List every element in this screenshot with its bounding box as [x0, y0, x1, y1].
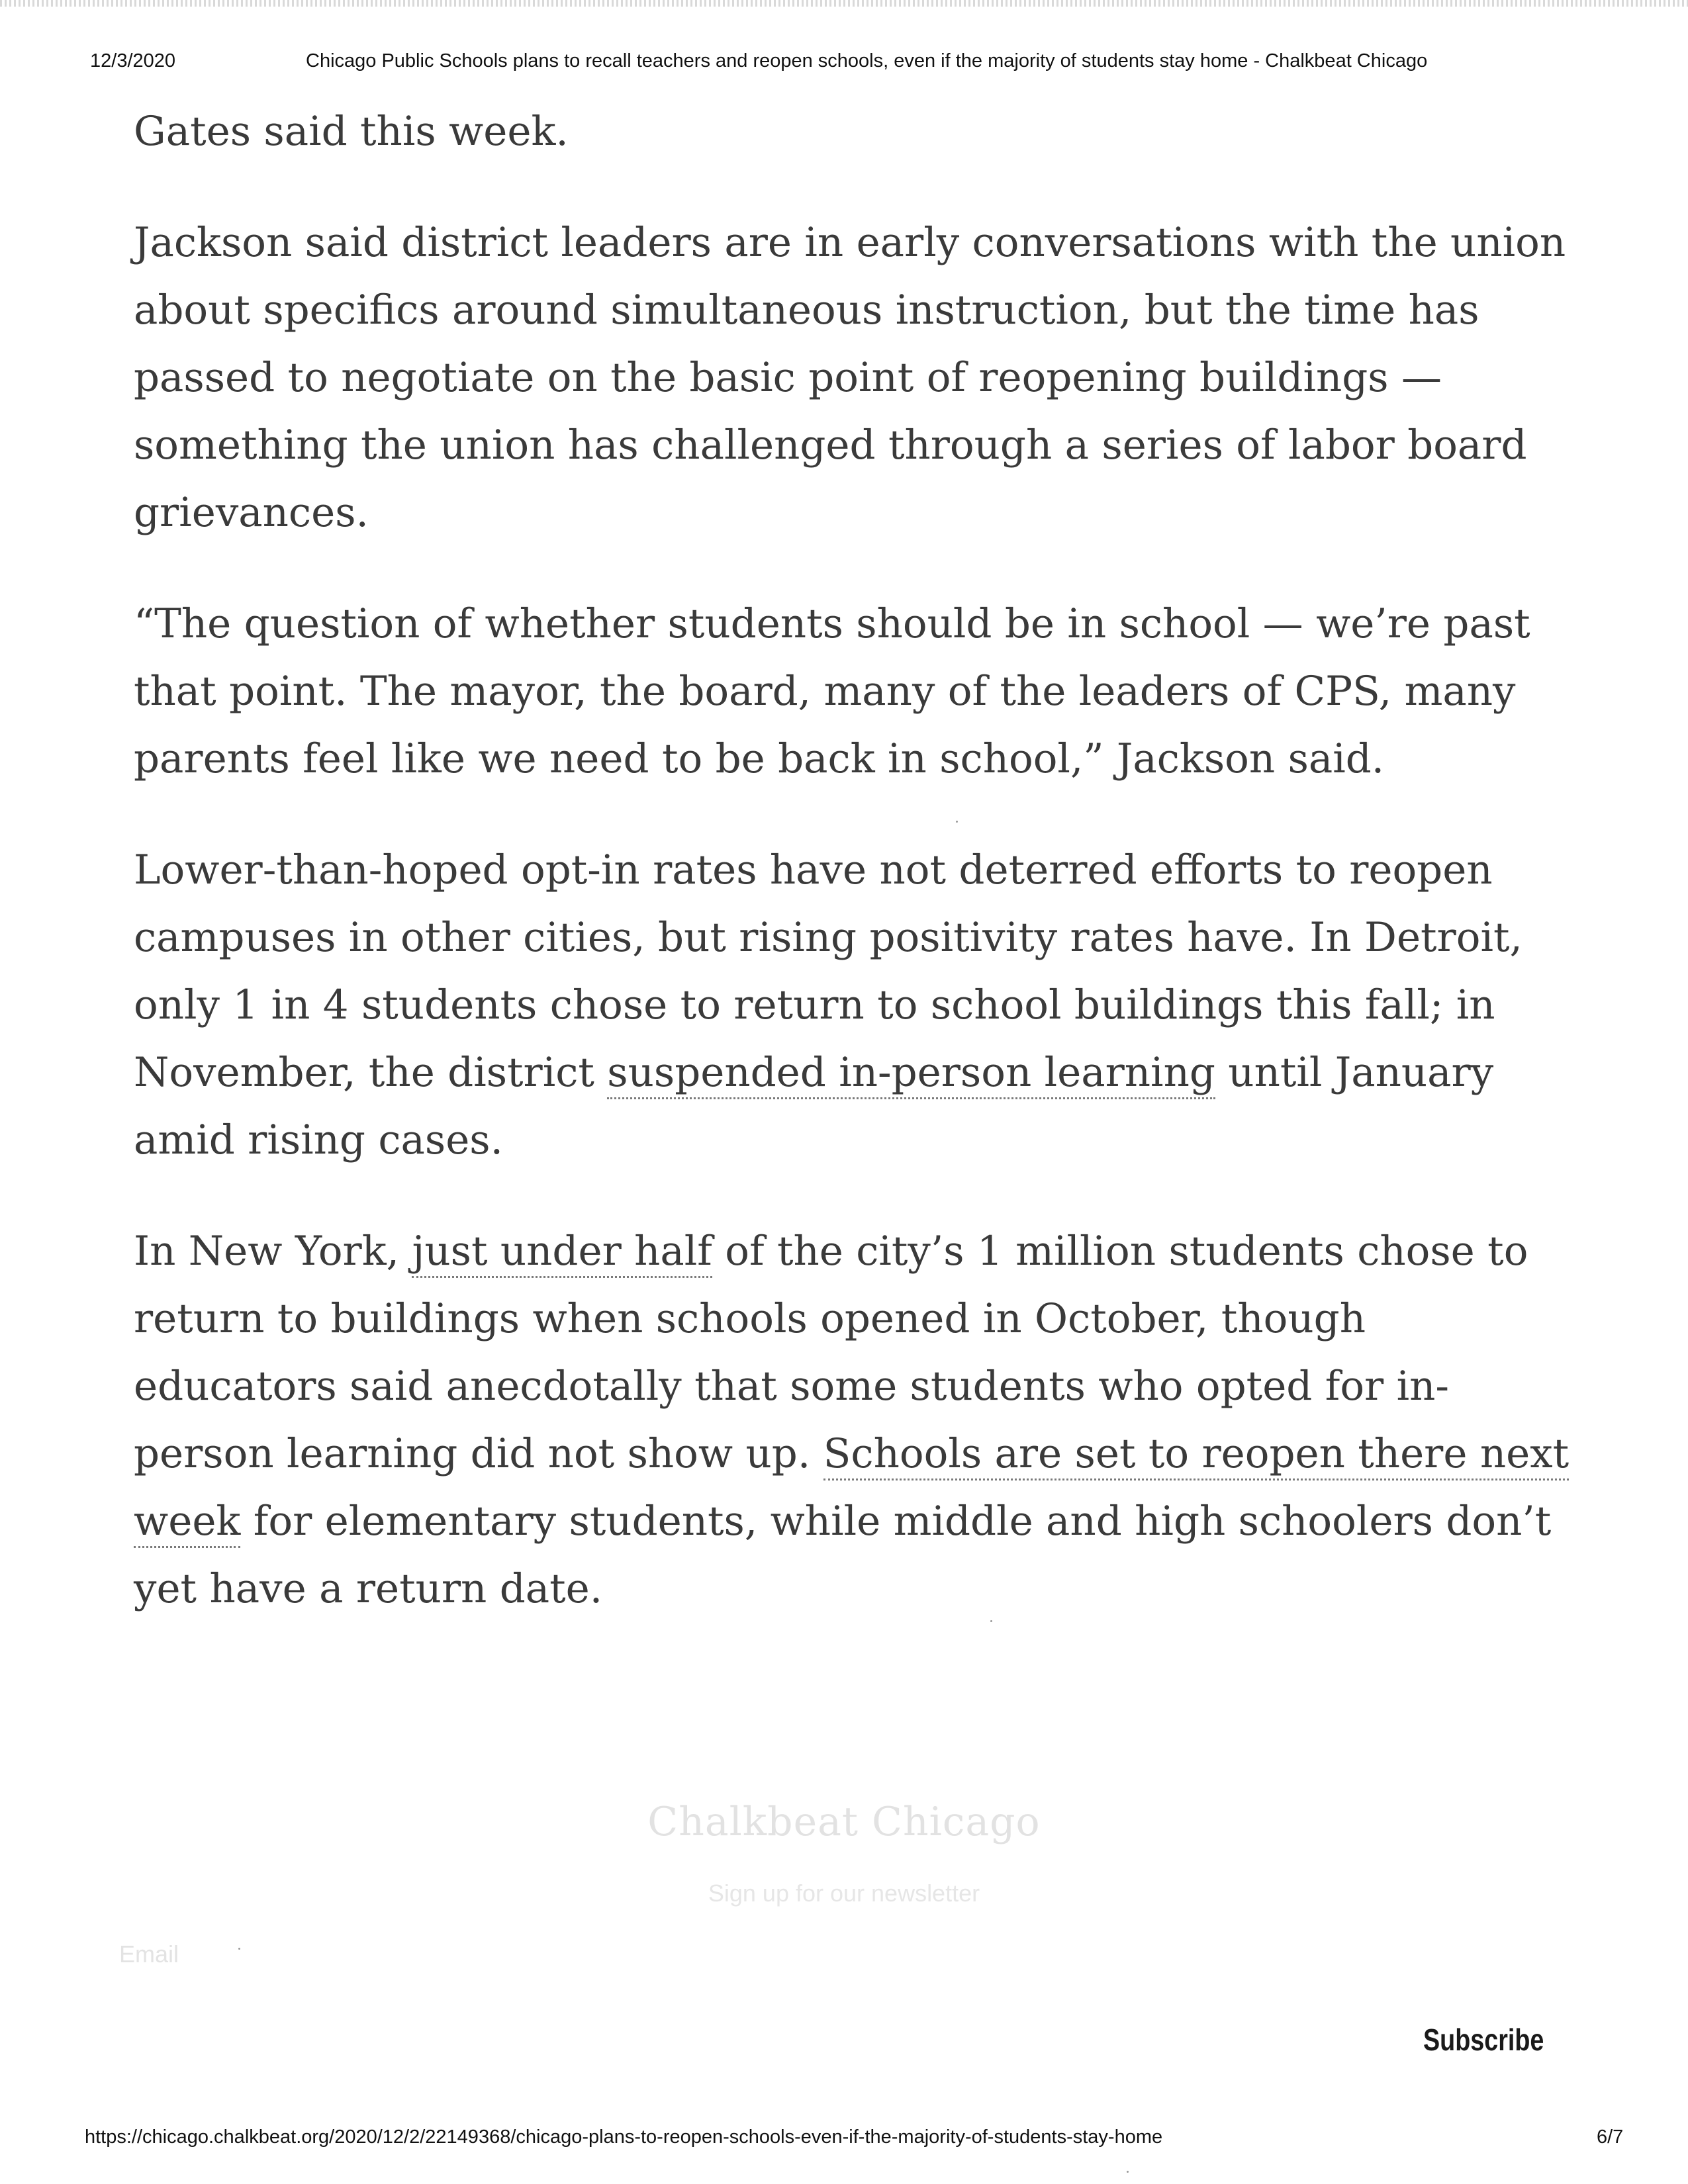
paragraph-5-text-before: In New York,: [134, 1228, 412, 1275]
paragraph-5-text-middle: of the city’s 1 million students chose to return to buildings when schools opened in October, though educators said anecdotally that some students who opted for in-person learning did not show up.: [134, 1228, 1528, 1477]
newsletter-tagline: Sign up for our newsletter: [708, 1880, 980, 1907]
scan-speck: [956, 821, 958, 823]
schools-reopen-next-week-link[interactable]: Schools are set to reopen there next week: [134, 1430, 1569, 1548]
print-page-title: Chicago Public Schools plans to recall teachers and reopen schools, even if the majority of students stay home - Chalkbeat Chicago: [306, 50, 1428, 71]
paragraph-4-text-after: until January amid rising cases.: [134, 1049, 1494, 1163]
paragraph-3: “The question of whether students should be in school — we’re past that point. The mayor, the board, many of the leaders of CPS, many parents feel like we need to be back in school,” Jackson said.: [134, 600, 1530, 782]
just-under-half-link[interactable]: just under half: [412, 1228, 712, 1278]
newsletter-email-label: Email: [119, 1940, 179, 1968]
print-url: https://chicago.chalkbeat.org/2020/12/2/22149368/chicago-plans-to-reopen-schools-even-if-the-majority-of-students-stay-home: [85, 2126, 1163, 2148]
paragraph-4-text-before: Lower-than-hoped opt-in rates have not deterred efforts to reopen campuses in other cities, but rising positivity rates have. In Detroit, only 1 in 4 students chose to return to school buildings this fall; in November, the district: [134, 846, 1523, 1096]
scan-top-edge: [0, 0, 1688, 7]
scan-speck: [238, 1948, 240, 1950]
scan-speck: [990, 1620, 992, 1622]
paragraph-4: [134, 837, 1577, 1174]
scan-speck: [1127, 2171, 1129, 2173]
article-body: [134, 98, 1577, 1666]
newsletter-brand: Chalkbeat Chicago: [647, 1799, 1041, 1845]
print-date: 12/3/2020: [90, 50, 176, 71]
paragraph-5: [134, 1218, 1577, 1623]
page-number: 6/7: [1597, 2126, 1624, 2148]
subscribe-button[interactable]: Subscribe: [1423, 2023, 1544, 2057]
paragraph-1: Gates said this week.: [134, 108, 569, 155]
paragraph-2: Jackson said district leaders are in early conversations with the union about specifics around simultaneous instruction, but the time has passed to negotiate on the basic point of reopening buildings — something the union has challenged through a series of labor board grievances.: [134, 219, 1566, 536]
paragraph-5-text-after: for elementary students, while middle and high schoolers don’t yet have a return date.: [134, 1498, 1552, 1612]
suspended-in-person-learning-link[interactable]: suspended in-person learning: [607, 1049, 1215, 1099]
